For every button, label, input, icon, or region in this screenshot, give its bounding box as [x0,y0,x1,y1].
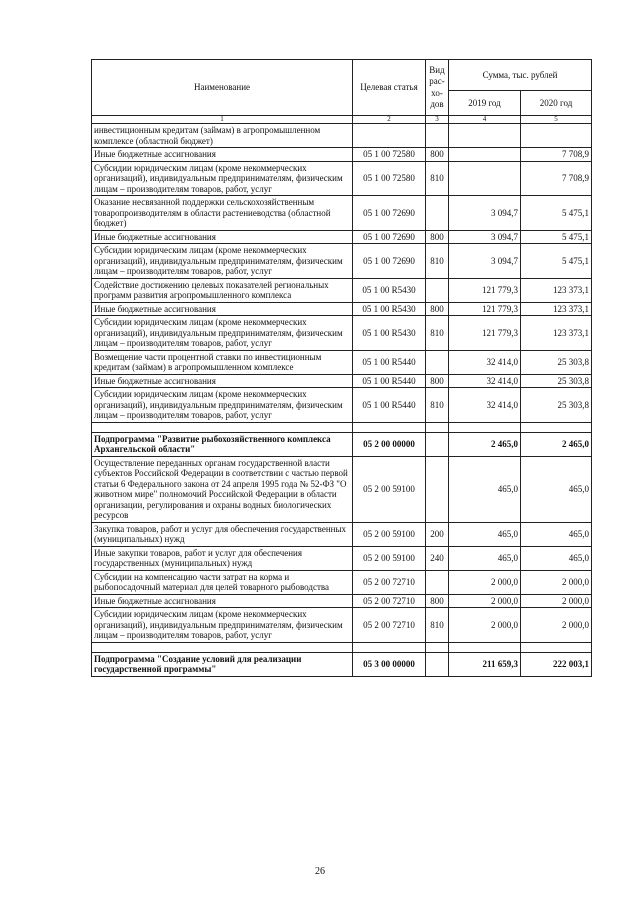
row-sum-2020: 465,0 [521,522,592,546]
row-expense-type [426,432,449,456]
row-target-code: 05 2 00 72710 [353,608,426,643]
row-sum-2019: 465,0 [449,522,521,546]
row-target-code: 05 1 00 R5430 [353,278,426,302]
row-name: инвестиционным кредитам (займам) в агропромышленном комплексе (областной бюджет) [92,124,353,148]
row-name: Закупка товаров, работ и услуг для обеспечения государственных (муниципальных) нужд [92,522,353,546]
table-row [92,608,592,643]
row-target-code: 05 1 00 R5440 [353,374,426,388]
row-sum-2019 [449,148,521,162]
row-expense-type: 240 [426,546,449,570]
subprogram-row [92,652,592,676]
column-number: 5 [521,116,592,124]
row-sum-2020: 7 708,9 [521,161,592,196]
row-name: Подпрограмма "Развитие рыбохозяйственного комплекса Архангельской области" [92,432,353,456]
row-name: Субсидии юридическим лицам (кроме некоммерческих организаций), индивидуальным предпринимателям, физическим лицам – производителям товаров, работ, услуг [92,388,353,423]
table-row [92,594,592,608]
table-row [92,570,592,594]
row-sum-2020: 25 303,8 [521,350,592,374]
table-row [92,350,592,374]
row-expense-type: 810 [426,608,449,643]
row-sum-2019: 121 779,3 [449,278,521,302]
row-sum-2019: 2 465,0 [449,432,521,456]
column-number: 3 [426,116,449,124]
empty-cell [92,642,353,652]
row-name: Иные бюджетные ассигнования [92,302,353,316]
row-expense-type: 810 [426,244,449,279]
row-name: Субсидии юридическим лицам (кроме некоммерческих организаций), индивидуальным предпринимателям, физическим лицам – производителям товаров, работ, услуг [92,161,353,196]
row-name: Субсидии юридическим лицам (кроме некоммерческих организаций), индивидуальным предпринимателям, физическим лицам – производителям товаров, работ, услуг [92,316,353,351]
spacer-row [92,642,592,652]
column-number-row [92,116,592,124]
row-expense-type: 800 [426,302,449,316]
row-sum-2020: 25 303,8 [521,388,592,423]
row-sum-2020: 2 000,0 [521,570,592,594]
empty-cell [353,422,426,432]
row-expense-type: 800 [426,230,449,244]
row-sum-2019: 465,0 [449,456,521,522]
empty-cell [426,642,449,652]
row-target-code: 05 1 00 72690 [353,196,426,231]
table-row [92,278,592,302]
row-sum-2019 [449,161,521,196]
table-row [92,388,592,423]
row-sum-2020: 5 475,1 [521,196,592,231]
table-row [92,230,592,244]
table-row [92,316,592,351]
row-sum-2020: 5 475,1 [521,244,592,279]
table-row [92,302,592,316]
row-sum-2019 [449,124,521,148]
row-name: Осуществление переданных органам государственной власти субъектов Российской Федерации в соответствии с частью первой статьи 6 Федерального закона от 24 апреля 1995 года № 52-ФЗ "О животном мире" полномочий Российской Федерации в области организации, регулирования и охраны водных биологических ресурсов [92,456,353,522]
empty-cell [521,642,592,652]
row-name: Иные бюджетные ассигнования [92,230,353,244]
row-expense-type [426,456,449,522]
row-sum-2019: 32 414,0 [449,388,521,423]
row-sum-2019: 3 094,7 [449,196,521,231]
row-expense-type: 200 [426,522,449,546]
row-name: Оказание несвязанной поддержки сельскохозяйственным товаропроизводителям в области растениеводства (областной бюджет) [92,196,353,231]
header-sum: Сумма, тыс. рублей [449,60,592,91]
row-sum-2020: 465,0 [521,546,592,570]
row-target-code: 05 1 00 72580 [353,161,426,196]
row-expense-type [426,652,449,676]
row-target-code: 05 1 00 R5430 [353,316,426,351]
table-row [92,124,592,148]
row-expense-type [426,124,449,148]
row-expense-type: 800 [426,148,449,162]
row-sum-2020: 123 373,1 [521,302,592,316]
row-name: Иные бюджетные ассигнования [92,148,353,162]
row-expense-type [426,278,449,302]
row-sum-2019: 32 414,0 [449,374,521,388]
row-sum-2020: 222 003,1 [521,652,592,676]
page-number: 26 [315,866,325,877]
empty-cell [353,642,426,652]
row-sum-2020: 7 708,9 [521,148,592,162]
table-row [92,546,592,570]
row-sum-2020: 123 373,1 [521,316,592,351]
header-year-2019: 2019 год [449,91,521,116]
row-sum-2019: 2 000,0 [449,594,521,608]
row-expense-type: 810 [426,161,449,196]
header-year-2020: 2020 год [521,91,592,116]
header-target-article: Целевая статья [353,60,426,116]
row-target-code: 05 2 00 59100 [353,546,426,570]
row-sum-2020: 2 000,0 [521,608,592,643]
row-target-code: 05 2 00 59100 [353,456,426,522]
table-row [92,196,592,231]
row-target-code: 05 1 00 72690 [353,230,426,244]
row-sum-2019: 2 000,0 [449,570,521,594]
row-sum-2019: 2 000,0 [449,608,521,643]
table-row [92,456,592,522]
empty-cell [426,422,449,432]
table-row [92,374,592,388]
row-sum-2020: 2 000,0 [521,594,592,608]
row-sum-2019: 121 779,3 [449,316,521,351]
subprogram-row [92,432,592,456]
header-name: Наименование [92,60,353,116]
row-expense-type: 800 [426,374,449,388]
row-sum-2020: 2 465,0 [521,432,592,456]
row-name: Содействие достижению целевых показателей региональных программ развития агропромышленного комплекса [92,278,353,302]
row-sum-2020: 25 303,8 [521,374,592,388]
empty-cell [521,422,592,432]
row-target-code: 05 1 00 R5440 [353,350,426,374]
row-sum-2019: 32 414,0 [449,350,521,374]
table-row [92,161,592,196]
row-target-code: 05 1 00 72580 [353,148,426,162]
table-row [92,148,592,162]
row-target-code: 05 2 00 00000 [353,432,426,456]
row-name: Субсидии юридическим лицам (кроме некоммерческих организаций), индивидуальным предпринимателям, физическим лицам – производителям товаров, работ, услуг [92,608,353,643]
row-expense-type [426,350,449,374]
row-name: Возмещение части процентной ставки по инвестиционным кредитам (займам) в агропромышленном комплексе [92,350,353,374]
empty-cell [449,422,521,432]
row-expense-type: 800 [426,594,449,608]
table-row [92,522,592,546]
row-name: Иные бюджетные ассигнования [92,594,353,608]
row-expense-type: 810 [426,316,449,351]
row-target-code: 05 2 00 72710 [353,594,426,608]
row-target-code [353,124,426,148]
row-sum-2019: 3 094,7 [449,244,521,279]
row-sum-2020: 465,0 [521,456,592,522]
row-target-code: 05 2 00 72710 [353,570,426,594]
spacer-row [92,422,592,432]
row-expense-type [426,196,449,231]
column-number: 1 [92,116,353,124]
row-sum-2020: 5 475,1 [521,230,592,244]
row-target-code: 05 2 00 59100 [353,522,426,546]
row-name: Субсидии на компенсацию части затрат на корма и рыбопосадочный материал для целей товарного рыбоводства [92,570,353,594]
row-sum-2019: 121 779,3 [449,302,521,316]
budget-table [91,59,592,677]
row-name: Иные закупки товаров, работ и услуг для обеспечения государственных (муниципальных) нужд [92,546,353,570]
row-target-code: 05 1 00 R5440 [353,388,426,423]
row-name: Субсидии юридическим лицам (кроме некоммерческих организаций), индивидуальным предпринимателям, физическим лицам – производителям товаров, работ, услуг [92,244,353,279]
row-target-code: 05 1 00 72690 [353,244,426,279]
row-expense-type [426,570,449,594]
column-number: 2 [353,116,426,124]
row-sum-2019: 211 659,3 [449,652,521,676]
empty-cell [449,642,521,652]
row-expense-type: 810 [426,388,449,423]
column-number: 4 [449,116,521,124]
row-name: Иные бюджетные ассигнования [92,374,353,388]
row-sum-2019: 3 094,7 [449,230,521,244]
row-sum-2019: 465,0 [449,546,521,570]
row-target-code: 05 3 00 00000 [353,652,426,676]
table-row [92,244,592,279]
row-sum-2020: 123 373,1 [521,278,592,302]
header-expense-type: Вид рас-хо-дов [426,60,449,116]
row-name: Подпрограмма "Создание условий для реализации государственной программы" [92,652,353,676]
empty-cell [92,422,353,432]
row-target-code: 05 1 00 R5430 [353,302,426,316]
row-sum-2020 [521,124,592,148]
